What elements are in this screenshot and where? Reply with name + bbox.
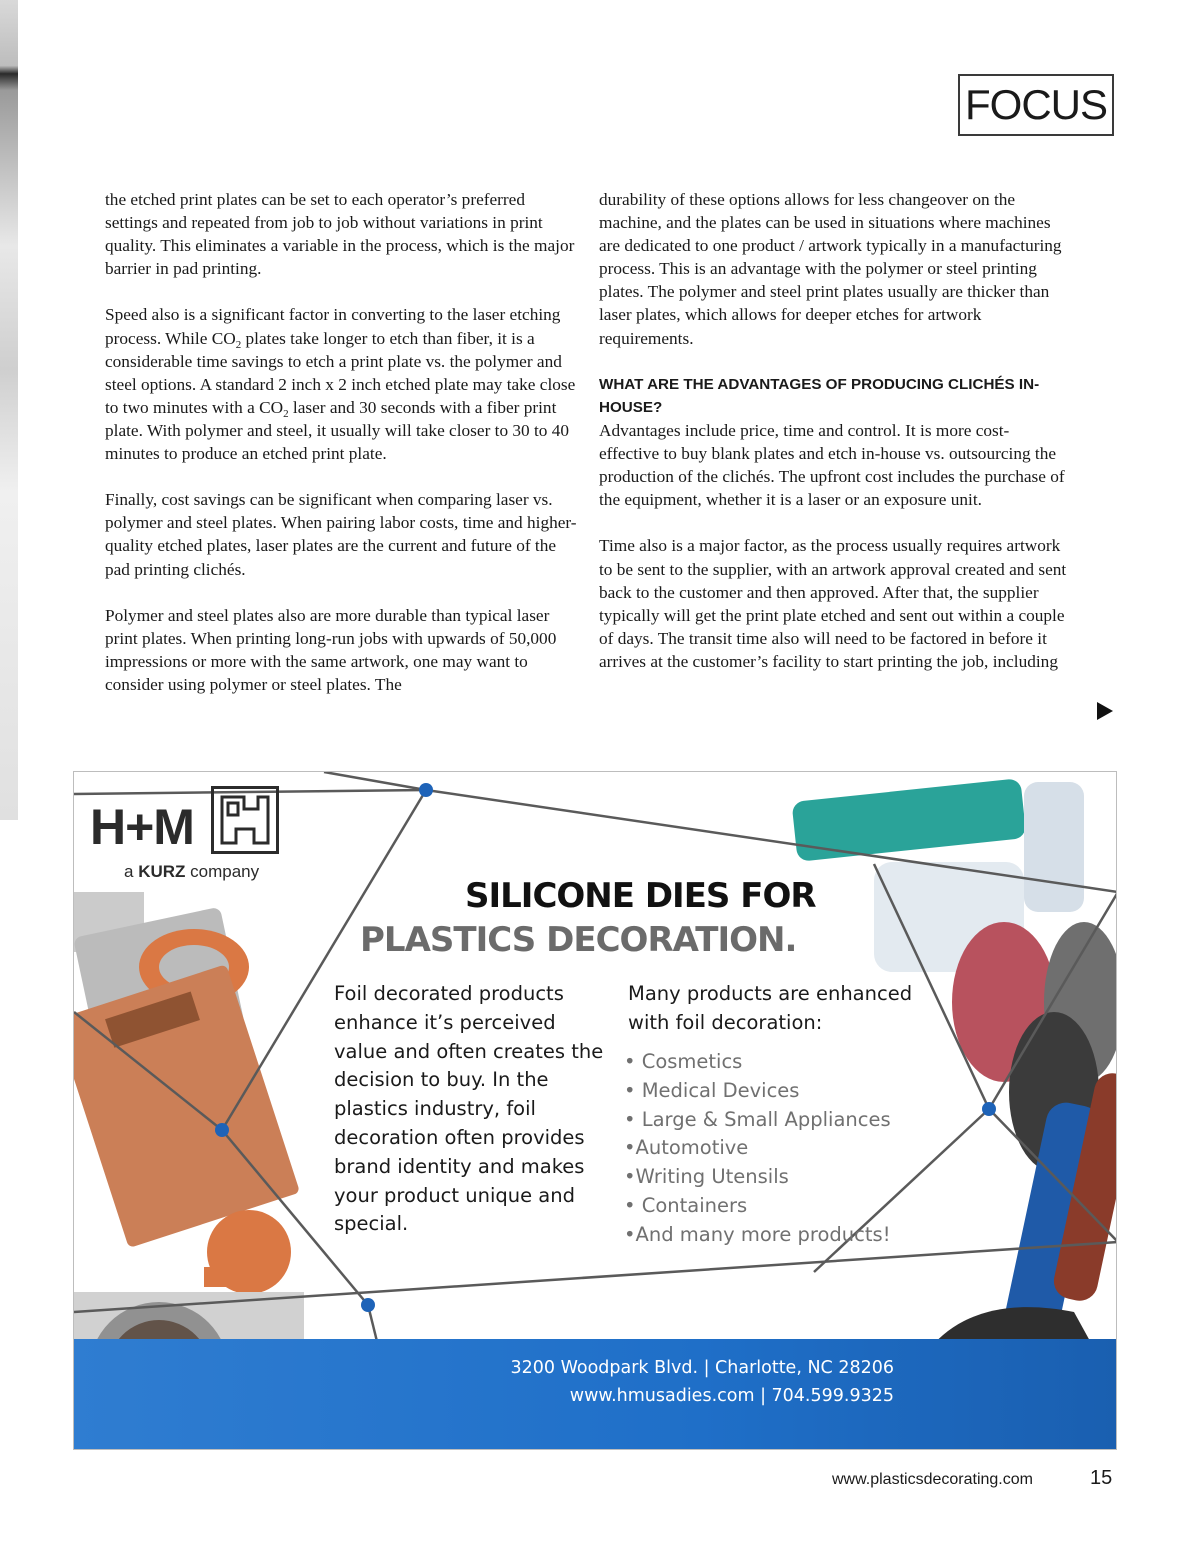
right-paragraph-1: durability of these options allows for less changeover on the machine, and the plates can be used in situations where machines are dedicated to one product / artwork typically in a manufacturing process. This is an advantage with the polymer or steel printing plates. The polymer and steel print plates usually are thicker than laser plates, which allows for deeper etches for artwork requirements. bbox=[599, 190, 1062, 348]
list-item: • Large & Small Appliances bbox=[624, 1107, 891, 1131]
left-paragraph-2: Speed also is a significant factor in converting to the laser etching process. While $CO_2$ plates take longer to etch than fiber, it is a considerable time savings to etch a print plate vs. the polymer and steel options. A standard 2 inch x 2 inch etched plate may take close to two minutes with a $CO_2$ laser and 30 seconds with a fiber print plate. With polymer and steel, it usually will take closer to 30 to 40 minutes to produce an etched print plate. bbox=[105, 305, 576, 464]
article-left-column bbox=[105, 188, 577, 719]
list-item: •And many more products! bbox=[624, 1222, 891, 1246]
section-heading: WHAT ARE THE ADVANTAGES OF PRODUCING CLICHÉS IN-HOUSE? bbox=[599, 375, 1040, 416]
page-edge-photo-strip bbox=[0, 0, 18, 820]
ad-address: 3200 Woodpark Blvd. | Charlotte, NC 28206 bbox=[510, 1358, 894, 1378]
footer-url: www.plasticsdecorating.com bbox=[832, 1471, 1033, 1488]
list-item: • Containers bbox=[624, 1193, 748, 1217]
list-item: • Cosmetics bbox=[624, 1050, 743, 1073]
kurz-company-tagline: a KURZ company bbox=[124, 862, 260, 881]
list-item: • Medical Devices bbox=[624, 1078, 800, 1102]
list-item: •Automotive bbox=[624, 1136, 749, 1160]
connector-dot-icon bbox=[982, 1102, 996, 1116]
ad-body-right-intro: Many products are enhanced with foil decoration: bbox=[628, 982, 913, 1034]
list-item: •Writing Utensils bbox=[624, 1165, 789, 1189]
connector-dot-icon bbox=[215, 1123, 229, 1137]
left-paragraph-3: Finally, cost savings can be significant when comparing laser vs. polymer and steel plates. When pairing labor costs, time and higher-quality etched plates, laser plates are the current and future of the pad printing clichés. bbox=[105, 490, 577, 579]
section-label-box: FOCUS bbox=[958, 74, 1114, 136]
page-number: 15 bbox=[1090, 1467, 1113, 1489]
left-paragraph-4: Polymer and steel plates also are more durable than typical laser print plates. When printing long-run jobs with upwards of 50,000 impressions or more with the same artwork, one may want to consider using polymer or steel plates. The bbox=[105, 605, 557, 694]
right-paragraph-3: Time also is a major factor, as the process usually requires artwork to be sent to the supplier, with an artwork approval created and sent back to the customer and then approved. After that, the supplier typically will get the print plate etched and sent out within a couple of days. The transit time also will need to be factored in before it arrives at the customer’s facility to start printing the job, including bbox=[599, 536, 1067, 671]
advertisement bbox=[73, 771, 1117, 1450]
ad-website-phone: www.hmusadies.com | 704.599.9325 bbox=[569, 1386, 894, 1406]
ad-headline: SILICONE DIES FOR bbox=[465, 876, 816, 916]
ad-body-left: Foil decorated products enhance it’s perceived value and often creates the decision to buy. In the plastics industry, foil decoration often provides brand identity and makes your product unique and special. bbox=[334, 982, 604, 1236]
connector-dot-icon bbox=[419, 783, 433, 797]
article-right-column bbox=[599, 188, 1069, 696]
hm-logo-text: H+M bbox=[90, 799, 194, 855]
connector-dot-icon bbox=[361, 1298, 375, 1312]
hm-logo-mark-icon bbox=[211, 786, 279, 854]
continue-arrow-icon bbox=[1097, 702, 1113, 720]
right-paragraph-2: Advantages include price, time and control. It is more cost-effective to buy blank plates and etch in-house vs. outsourcing the production of the clichés. The upfront cost includes the purchase of the equipment, whether it is a laser or an exposure unit. bbox=[599, 420, 1065, 510]
ad-subheadline: PLASTICS DECORATION. bbox=[360, 920, 797, 960]
ad-product-list bbox=[624, 1048, 891, 1250]
left-paragraph-1: the etched print plates can be set to each operator’s preferred settings and repeated from job to job without variations in print quality. This eliminates a variable in the process, which is the major barrier in pad printing. bbox=[105, 190, 575, 279]
